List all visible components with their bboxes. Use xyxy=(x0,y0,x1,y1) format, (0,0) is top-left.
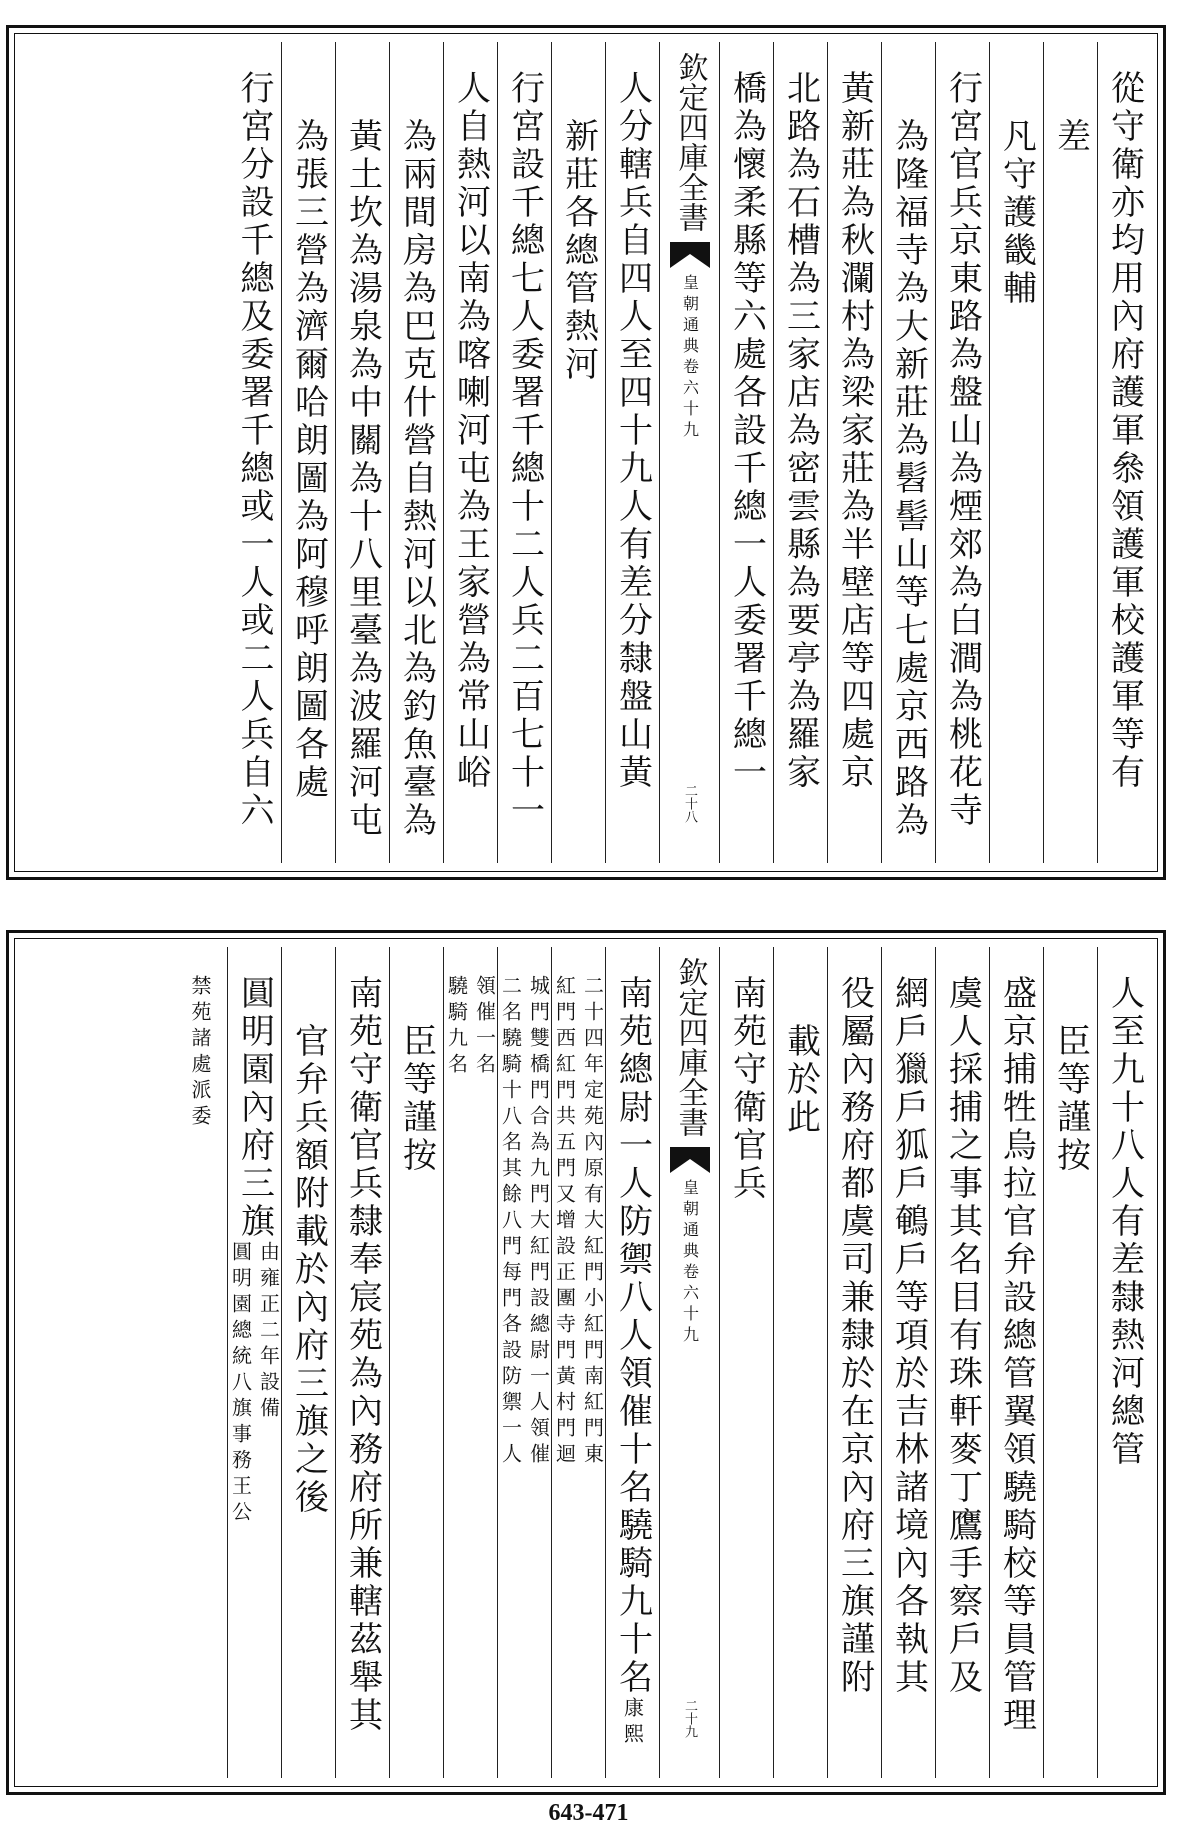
text-column xyxy=(443,42,497,863)
column-text: 南苑總尉一人防禦八人領催十名驍騎九十名 xyxy=(612,975,653,1697)
column-text: 黃土坎為湯泉為中關為十八里臺為波羅河屯 xyxy=(342,118,383,840)
column-text: 役屬內務府都虞司兼隸於在京內府三旗謹附 xyxy=(834,975,875,1697)
text-column xyxy=(1043,947,1097,1778)
annotation-text: 驍騎九名 xyxy=(444,975,469,1079)
center-volume: 卷六十九 xyxy=(680,358,700,442)
fishtail-mark-icon xyxy=(670,242,710,268)
center-column xyxy=(659,42,719,863)
column-text: 網戶獵戶狐戶鵪戶等項於吉林諸境內各執其 xyxy=(888,975,929,1697)
column-text: 差 xyxy=(1050,118,1091,156)
annotation-pair xyxy=(500,975,550,1469)
text-column xyxy=(551,42,605,863)
column-text: 人分轄兵自四人至四十九人有差分隸盤山黃 xyxy=(612,70,653,792)
column-text: 行宮設千總七人委署千總十二人兵二百七十一 xyxy=(504,70,545,830)
text-column xyxy=(335,947,389,1778)
text-column xyxy=(389,947,443,1778)
text-column xyxy=(719,947,773,1778)
text-column xyxy=(551,947,605,1778)
upper-page-columns xyxy=(21,42,1151,863)
column-text: 載於此 xyxy=(780,1023,821,1137)
center-title: 欽定四庫全書 xyxy=(672,957,708,1137)
column-text: 橋為懷柔縣等六處各設千總一人委署千總一 xyxy=(726,70,767,792)
text-column xyxy=(173,947,227,1778)
text-column xyxy=(881,947,935,1778)
text-column xyxy=(443,947,497,1778)
annotation-text: 二十四年定苑內原有大紅門小紅門南紅門東 xyxy=(580,975,605,1469)
text-column xyxy=(389,42,443,863)
lower-page xyxy=(6,930,1166,1795)
annotation-pair xyxy=(189,975,211,1131)
annotation-text: 領催一名 xyxy=(472,975,497,1079)
text-column xyxy=(605,42,659,863)
lower-page-columns xyxy=(21,947,1151,1778)
text-column xyxy=(1097,42,1151,863)
column-text: 為隆福寺為大新莊為髫髻山等七處京西路為 xyxy=(888,118,929,840)
text-column xyxy=(227,947,281,1778)
column-text: 凡守護畿輔 xyxy=(996,118,1037,308)
annotation-text: 禁苑諸處派委 xyxy=(188,975,212,1131)
text-column xyxy=(935,42,989,863)
center-column xyxy=(659,947,719,1778)
column-text: 南苑守衛官兵隸奉宸苑為內務府所兼轄茲舉其 xyxy=(342,975,383,1735)
annotation-pair xyxy=(554,975,604,1469)
annotation-text: 紅門西紅門共五門又增設正團寺門黃村門迴 xyxy=(552,975,577,1469)
column-text: 人至九十八人有差隸熱河總管 xyxy=(1104,975,1145,1469)
center-title: 欽定四庫全書 xyxy=(672,52,708,232)
annotation-text: 圓明園總統八旗事務王公 xyxy=(228,1241,253,1527)
column-text: 黃新莊為秋瀾村為梁家莊為半壁店等四處京 xyxy=(834,70,875,792)
column-text: 圓明園內府三旗 xyxy=(234,975,275,1241)
upper-page xyxy=(6,25,1166,880)
column-text: 官弁兵額附載於內府三旗之後 xyxy=(288,1023,329,1517)
mixed-column xyxy=(230,975,280,1527)
column-text: 北路為石槽為三家店為密雲縣為要亭為羅家 xyxy=(780,70,821,792)
center-page-number: 二十九 xyxy=(682,1699,697,1738)
column-text: 新莊各總管熱河 xyxy=(558,118,599,384)
annotation-text: 城門雙橋門合為九門大紅門設總尉一人領催 xyxy=(526,975,551,1469)
text-column xyxy=(1043,42,1097,863)
annotation-text: 由雍正二年設備 xyxy=(256,1241,281,1423)
annotation-pair xyxy=(446,975,496,1079)
text-column xyxy=(989,42,1043,863)
mixed-column xyxy=(608,975,658,1749)
column-text: 為兩間房為巴克什營自熱河以北為釣魚臺為 xyxy=(396,118,437,840)
center-book-title: 皇朝通典 xyxy=(680,1179,700,1263)
center-book-title: 皇朝通典 xyxy=(680,274,700,358)
text-column xyxy=(881,42,935,863)
center-page-number: 二十八 xyxy=(682,784,697,823)
column-text: 臣等謹按 xyxy=(1050,1023,1091,1175)
text-column xyxy=(605,947,659,1778)
text-column xyxy=(335,42,389,863)
column-text: 南苑守衛官兵 xyxy=(726,975,767,1203)
text-column xyxy=(719,42,773,863)
annotation-text: 二名驍騎十八名其餘八門每門各設防禦一人 xyxy=(498,975,523,1469)
center-volume: 卷六十九 xyxy=(680,1263,700,1347)
text-column xyxy=(1097,947,1151,1778)
text-column xyxy=(935,947,989,1778)
annotation-pair xyxy=(230,1241,280,1527)
fishtail-mark-icon xyxy=(670,1147,710,1173)
column-text: 從守衛亦均用內府護軍叅領護軍校護軍等有 xyxy=(1104,70,1145,792)
text-column xyxy=(497,42,551,863)
column-text: 臣等謹按 xyxy=(396,1023,437,1175)
text-column xyxy=(497,947,551,1778)
column-text: 盛京捕牲烏拉官弁設總管翼領驍騎校等員管理 xyxy=(996,975,1037,1735)
column-text: 為張三營為濟爾哈朗圖為阿穆呼朗圖各處 xyxy=(288,118,329,802)
column-text: 虞人採捕之事其名目有珠軒麥丁鷹手察戶及 xyxy=(942,975,983,1697)
column-text: 行宮官兵京東路為盤山為煙郊為白澗為桃花寺 xyxy=(942,70,983,830)
text-column xyxy=(281,947,335,1778)
page-footer-number: 643-471 xyxy=(548,1800,629,1826)
text-column xyxy=(773,42,827,863)
annotation-text: 康熙 xyxy=(620,1697,645,1749)
column-text: 人自熱河以南為喀喇河屯為王家營為常山峪 xyxy=(450,70,491,792)
text-column xyxy=(281,42,335,863)
text-column xyxy=(773,947,827,1778)
text-column xyxy=(227,42,281,863)
text-column xyxy=(989,947,1043,1778)
text-column xyxy=(827,947,881,1778)
text-column xyxy=(827,42,881,863)
column-text: 行宮分設千總及委署千總或一人或二人兵自六 xyxy=(234,70,274,830)
